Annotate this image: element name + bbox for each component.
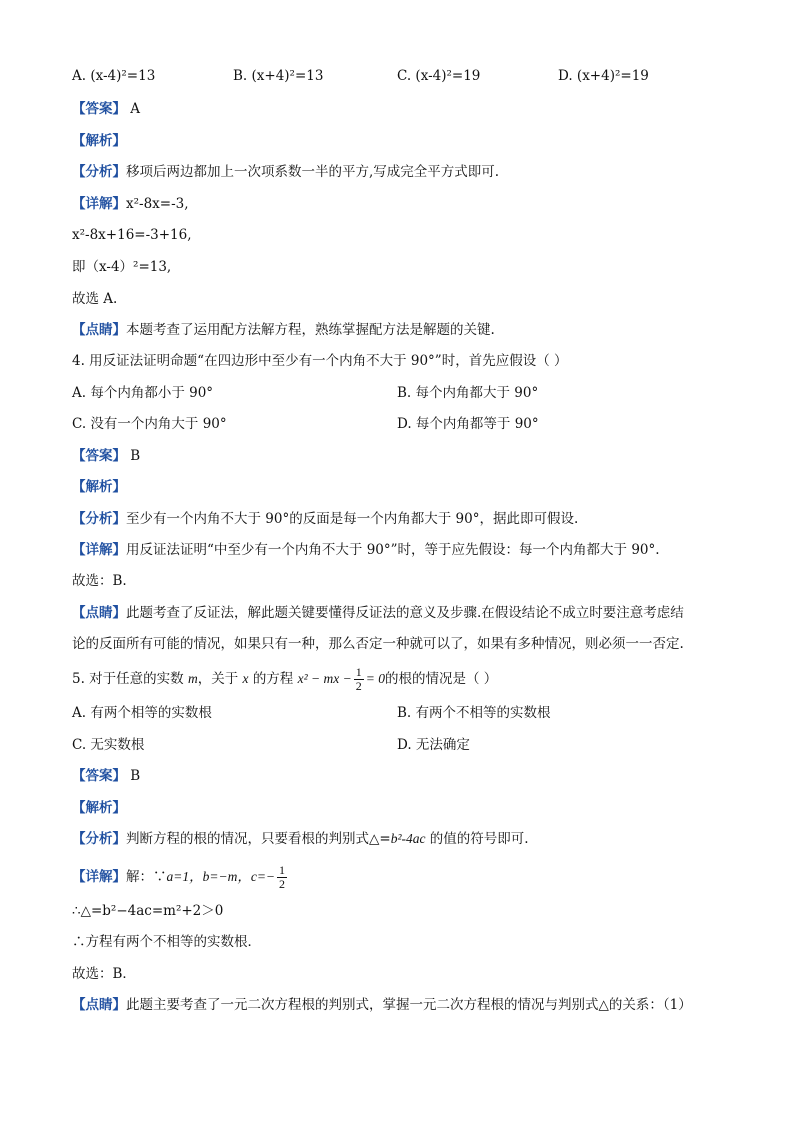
q3-option-c: C. (x-4)²=19 xyxy=(397,68,481,84)
fenxi-tag: 【分析】 xyxy=(72,511,126,527)
q5-option-d: D. 无法确定 xyxy=(397,737,470,753)
answer-value: B xyxy=(130,448,141,464)
q5-option-c: C. 无实数根 xyxy=(72,737,145,753)
xiangjie-coefficients: a=1，b=−m，c=− xyxy=(166,869,276,884)
q4-option-d: D. 每个内角都等于 90° xyxy=(397,416,539,432)
answer-value: A xyxy=(130,101,141,117)
dianjing-text-1: 此题考查了反证法，解此题关键要懂得反证法的意义及步骤.在假设结论不成立时要注意考虑结 xyxy=(126,605,684,621)
fenxi-text: 至少有一个内角不大于 90°的反面是每一个内角都大于 90°，据此即可假设. xyxy=(126,511,579,527)
q4-choose: 故选：B. xyxy=(72,573,127,589)
xiangjie-tag: 【详解】 xyxy=(72,196,126,212)
q5-step2: ∴方程有两个不相等的实数根． xyxy=(72,934,261,950)
q3-dianjing xyxy=(72,321,495,339)
frac-numerator: 1 xyxy=(279,863,286,877)
frac-numerator: 1 xyxy=(355,665,362,679)
xiangjie-tag: 【详解】 xyxy=(72,869,126,885)
q3-fenxi xyxy=(72,163,499,181)
fenxi-discriminant: b²-4ac xyxy=(390,831,426,846)
q3-step3: 即（x-4）²=13, xyxy=(72,259,172,275)
q3-answer xyxy=(72,100,140,118)
q5-option-a: A. 有两个相等的实数根 xyxy=(72,705,212,721)
q4-option-b: B. 每个内角都大于 90° xyxy=(397,385,539,401)
q3-option-b: B. (x+4)²=13 xyxy=(233,68,324,84)
q5-stem-a: 5. 对于任意的实数 xyxy=(72,671,184,687)
answer-value: B xyxy=(130,768,141,784)
dianjing-tag: 【点睛】 xyxy=(72,997,126,1013)
q5-step1: ∴△=b²−4ac=m²+2＞0 xyxy=(72,903,224,919)
q5-var-x: x xyxy=(242,671,249,686)
q5-xiangjie xyxy=(72,864,289,891)
frac-denominator: 2 xyxy=(279,877,286,891)
q4-option-a: A. 每个内角都小于 90° xyxy=(72,385,214,401)
q4-fenxi xyxy=(72,510,578,528)
q5-stem-d: 的根的情况是（ ） xyxy=(385,671,498,687)
analysis-tag: 【解析】 xyxy=(72,800,126,816)
q5-stem xyxy=(72,666,497,693)
q4-answer xyxy=(72,447,140,465)
q5-var-m: m xyxy=(187,671,198,686)
q3-xiangjie xyxy=(72,195,189,213)
fenxi-text-a: 判断方程的根的情况，只要看根的判别式△= xyxy=(126,831,391,847)
q5-dianjing xyxy=(72,996,692,1014)
xiangjie-tag: 【详解】 xyxy=(72,542,126,558)
q5-choose: 故选：B． xyxy=(72,966,136,982)
fenxi-tag: 【分析】 xyxy=(72,831,126,847)
q4-dianjing xyxy=(72,604,684,622)
dianjing-text: 本题考查了运用配方法解方程，熟练掌握配方法是解题的关键. xyxy=(126,322,495,338)
q3-choose: 故选 A. xyxy=(72,291,118,307)
q3-step2: x²-8x+16=-3+16, xyxy=(72,227,192,243)
dianjing-text: 此题主要考查了一元二次方程根的判别式，掌握一元二次方程根的情况与判别式△的关系：（1） xyxy=(126,997,692,1013)
xiangjie-step1: x²-8x=-3, xyxy=(126,196,189,212)
q5-equation-right: = 0 xyxy=(365,671,385,686)
fenxi-text-c: 的值的符号即可. xyxy=(429,831,529,847)
dianjing-tag: 【点睛】 xyxy=(72,322,126,338)
xiangjie-text-a: 解：∵ xyxy=(126,869,167,885)
q5-analysis-heading xyxy=(72,799,126,817)
q4-analysis-heading xyxy=(72,478,126,496)
fenxi-tag: 【分析】 xyxy=(72,164,126,180)
q5-answer xyxy=(72,767,140,785)
analysis-tag: 【解析】 xyxy=(72,133,126,149)
frac-denominator: 2 xyxy=(355,679,362,693)
q4-dianjing-cont: 论的反面所有可能的情况，如果只有一种，那么否定一种就可以了，如果有多种情况，则必须一一否定. xyxy=(72,636,684,652)
q3-option-a: A. (x-4)²=13 xyxy=(72,68,156,84)
q4-stem: 4. 用反证法证明命题“在四边形中至少有一个内角不大于 90°”时，首先应假设（ ） xyxy=(72,353,568,369)
q5-stem-b: ，关于 xyxy=(197,671,239,687)
xiangjie-fraction xyxy=(277,864,287,891)
q5-fenxi xyxy=(72,830,529,848)
q5-equation-left: x² − mx − xyxy=(297,671,352,686)
analysis-tag: 【解析】 xyxy=(72,479,126,495)
q4-option-c: C. 没有一个内角大于 90° xyxy=(72,416,227,432)
q5-equation-fraction xyxy=(354,666,364,693)
q3-option-d: D. (x+4)²=19 xyxy=(558,68,649,84)
answer-tag: 【答案】 xyxy=(72,448,126,464)
fenxi-text: 移项后两边都加上一次项系数一半的平方,写成完全平方式即可. xyxy=(126,164,500,180)
q5-stem-c: 的方程 xyxy=(252,671,294,687)
q4-xiangjie xyxy=(72,541,660,559)
xiangjie-text: 用反证法证明“中至少有一个内角不大于 90°”时，等于应先假设：每一个内角都大于 90°. xyxy=(126,542,660,558)
answer-tag: 【答案】 xyxy=(72,101,126,117)
q5-option-b: B. 有两个不相等的实数根 xyxy=(397,705,551,721)
answer-tag: 【答案】 xyxy=(72,768,126,784)
dianjing-tag: 【点睛】 xyxy=(72,605,126,621)
q3-analysis-heading xyxy=(72,132,126,150)
